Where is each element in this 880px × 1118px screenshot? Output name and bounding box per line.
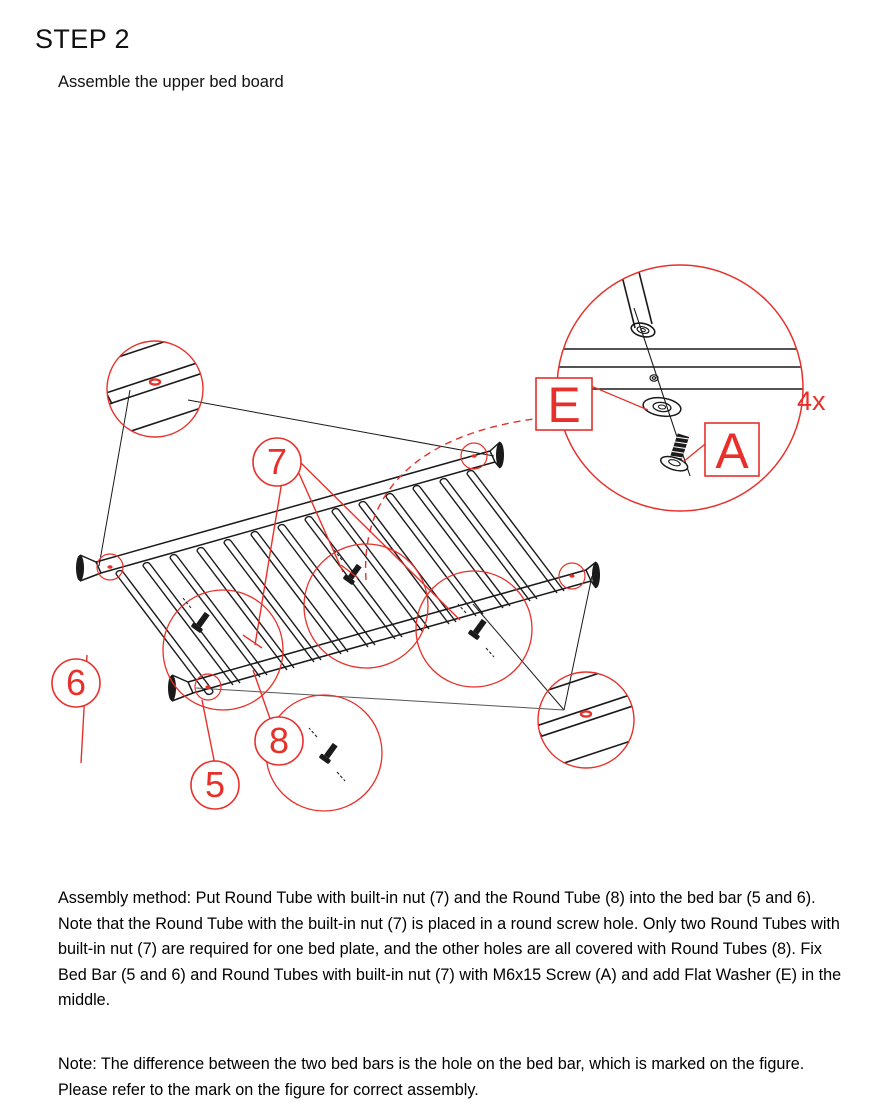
callout-label-6: 6 xyxy=(65,662,87,703)
flat-washer-E xyxy=(642,395,682,418)
callout-bubble-5 xyxy=(191,761,239,809)
page-subtitle: Assemble the upper bed board xyxy=(58,73,284,91)
bed-slats xyxy=(116,471,564,695)
screw-insertion-4 xyxy=(416,571,532,687)
callout-label-7: 7 xyxy=(266,441,288,482)
detail-circle-bar-hole-right xyxy=(530,658,649,773)
callout-bubble-7 xyxy=(253,438,301,486)
assembly-method-paragraph: Assembly method: Put Round Tube with built-in nut (7) and the Round Tube (8) into the bed bar (5 and 6). Note that the Round Tube with the built-in nut (7) is placed in a round screw hole. Only two Round Tubes with built-in nut (7) are required for one bed plate, and the other holes are all covered with Round Tubes (8). Fix Bed Bar (5 and 6) and Round Tubes with built-in nut (7) with M6x15 Screw (A) and add Flat Washer (E) in the middle. xyxy=(58,889,842,1009)
callout-bubble-8 xyxy=(255,717,303,765)
detail-leader-lines xyxy=(99,390,592,710)
hole-markers xyxy=(97,443,585,700)
detail-circle-bar-hole-left xyxy=(100,325,219,440)
round-tube-with-nut xyxy=(615,244,656,339)
note-paragraph: Note: The difference between the two bed bars is the hole on the bed bar, which is marked on the figure. Please refer to the mark on the figure for correct assembly. xyxy=(58,1055,805,1099)
page-title: STEP 2 xyxy=(35,24,130,54)
bed-frame-drawing xyxy=(52,390,600,811)
callout-label-8: 8 xyxy=(268,720,290,761)
callout-bubble-6 xyxy=(52,659,100,707)
part-box-label-E: E xyxy=(547,377,581,433)
screw-A xyxy=(659,431,697,474)
part-box-E[interactable] xyxy=(536,377,592,433)
screw-insertion-1 xyxy=(163,590,283,710)
part-box-A[interactable] xyxy=(705,423,759,479)
part-box-label-A: A xyxy=(715,423,749,479)
bar-end-cap-front-left xyxy=(168,675,193,701)
quantity-label: 4x xyxy=(797,386,826,416)
assembly-figure xyxy=(0,110,880,850)
callout-label-5: 5 xyxy=(204,764,226,805)
